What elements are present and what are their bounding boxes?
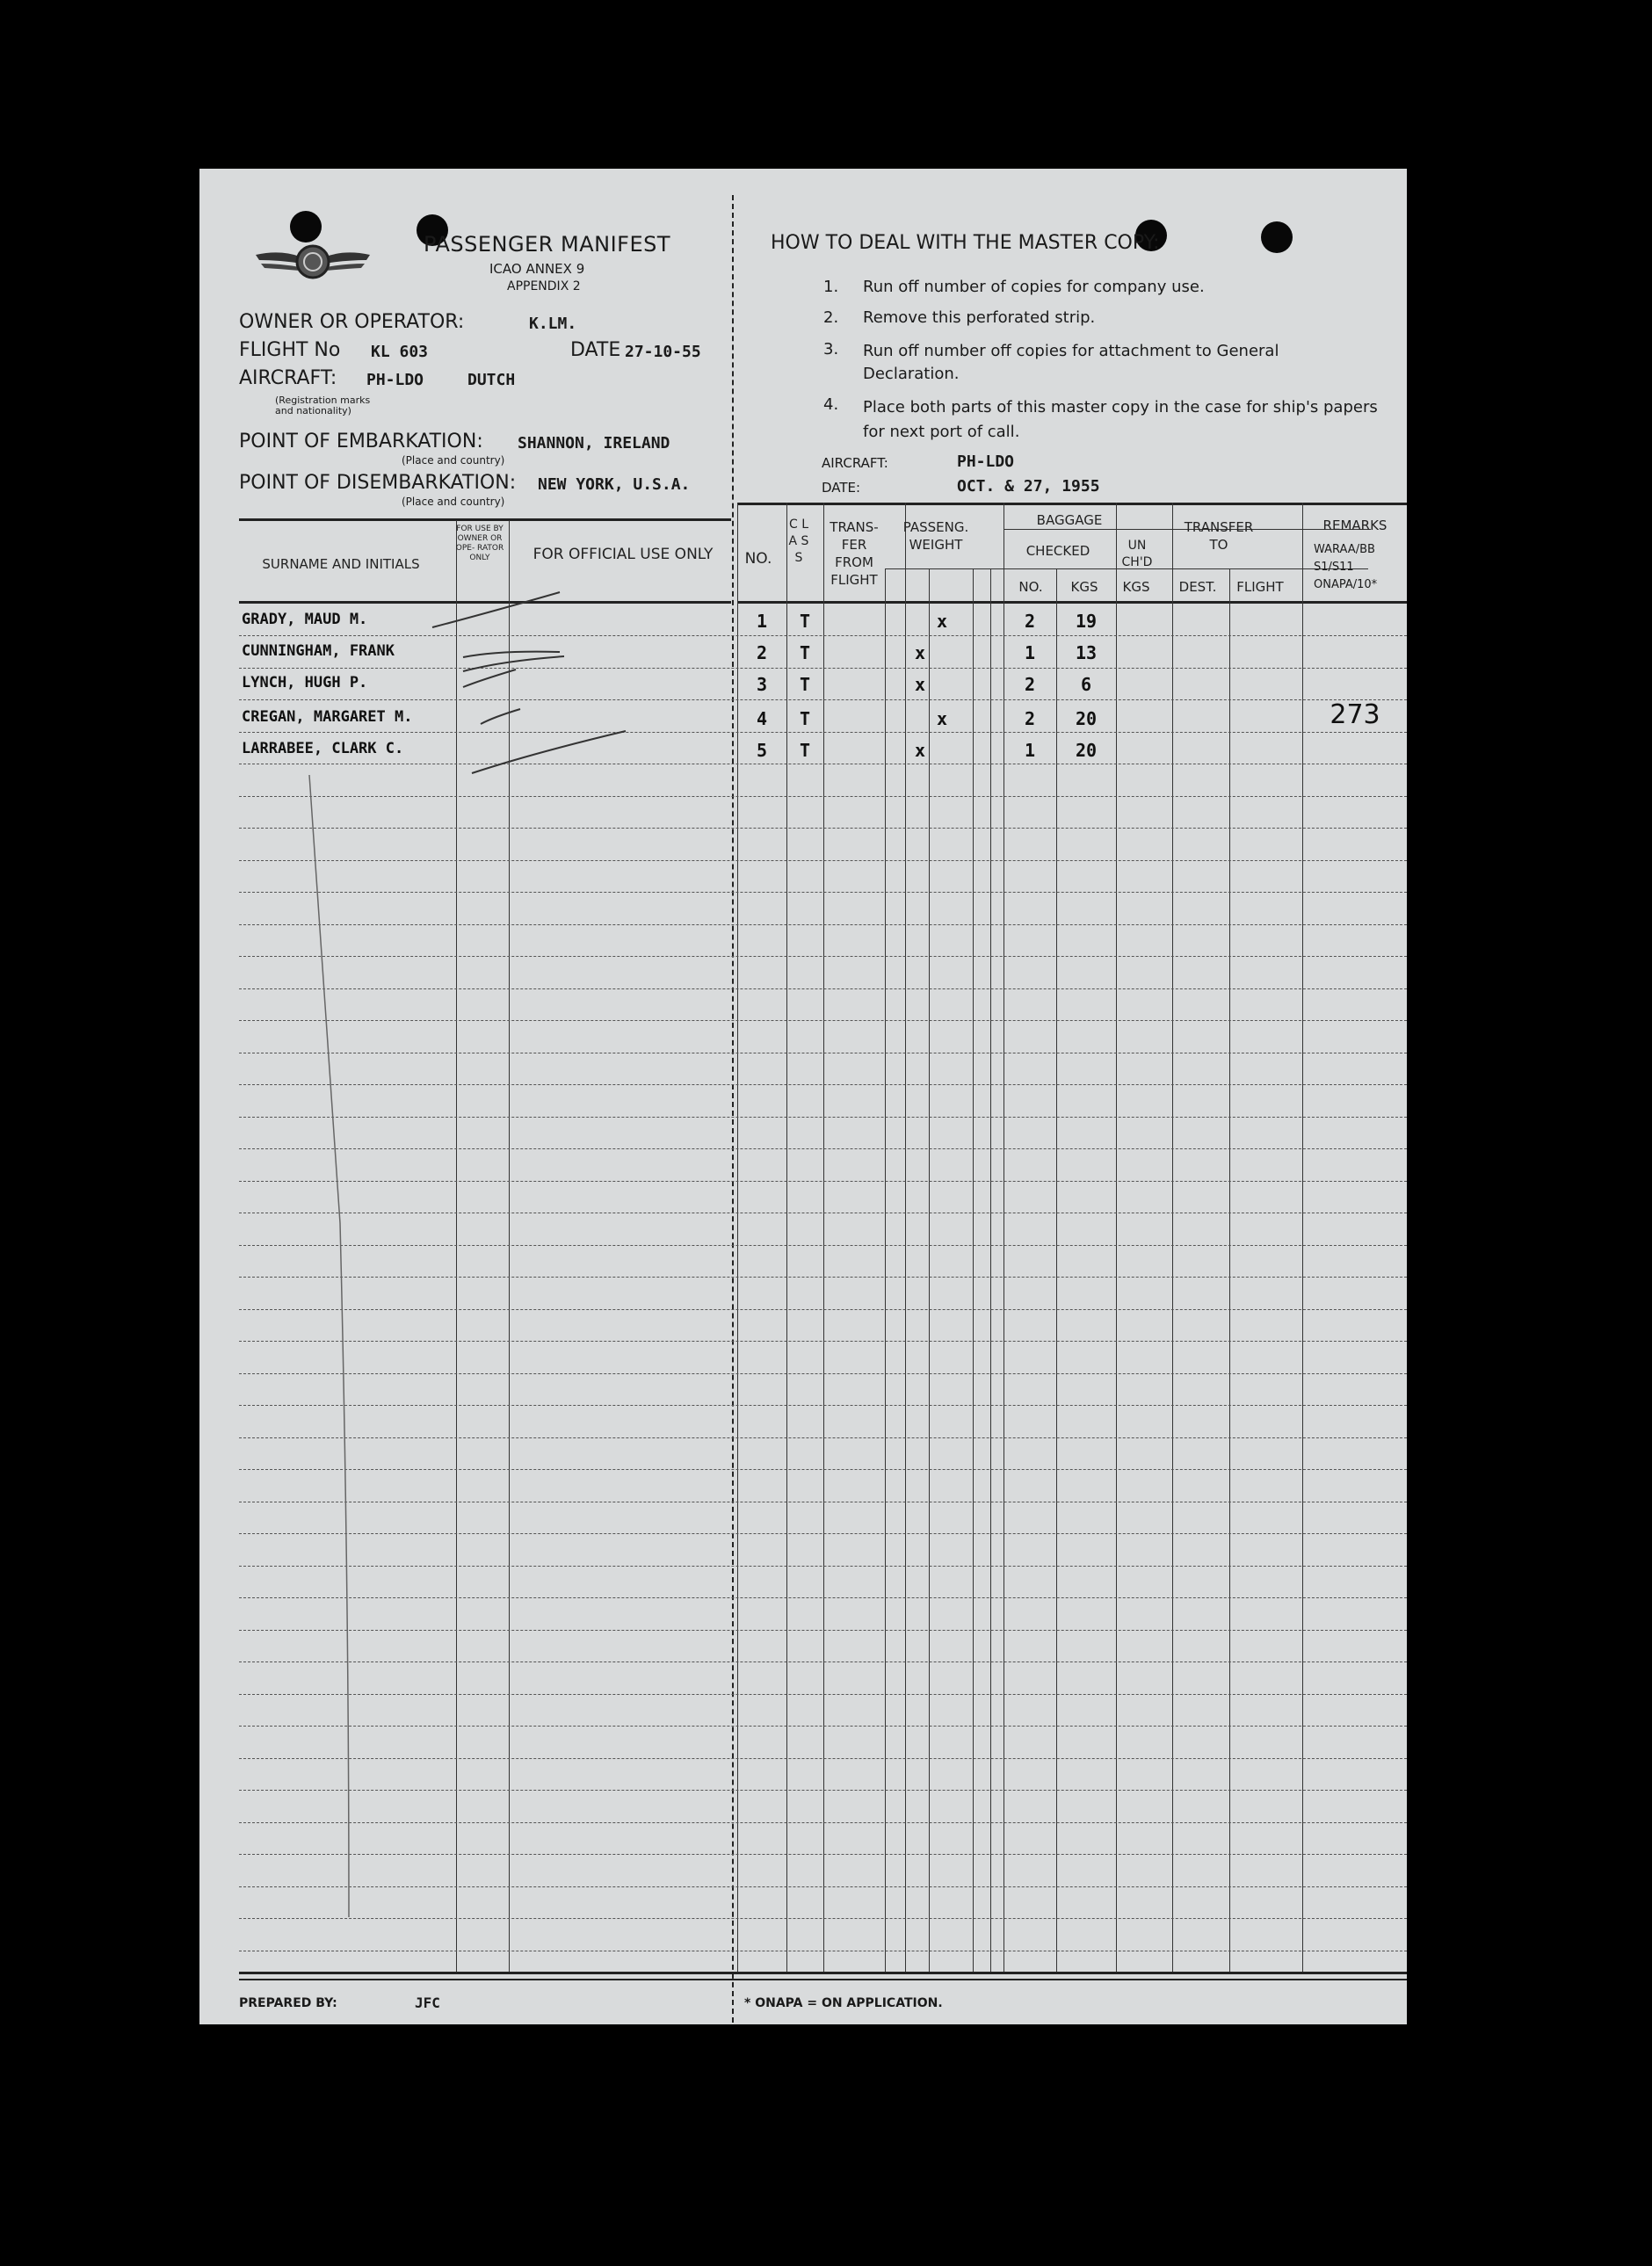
instruction-4-text: Place both parts of this master copy in the case for ship's papers for next port of call. — [863, 398, 1378, 441]
instruction-2-num: 2. — [823, 308, 839, 327]
baggage-count: 1 — [1024, 740, 1036, 761]
passenger-name: GRADY, MAUD M. — [242, 611, 368, 628]
flight-value: KL 603 — [371, 343, 429, 361]
aircraft-nationality: DUTCH — [467, 371, 516, 389]
header-class: C L A S S — [788, 518, 809, 565]
owner-label: OWNER OR OPERATOR: — [239, 311, 465, 333]
instructions-title: HOW TO DEAL WITH THE MASTER COPY: — [771, 232, 1160, 254]
remarks-value: 273 — [1330, 699, 1380, 730]
weight-mark: x — [936, 708, 948, 729]
aircraft-note: (Registration marks and nationality) — [275, 395, 371, 416]
header-no: NO. — [744, 550, 772, 568]
appendix-label: APPENDIX 2 — [507, 279, 581, 293]
aircraft-label: AIRCRAFT: — [239, 367, 337, 389]
passenger-number: 1 — [756, 611, 768, 632]
annex-label: ICAO ANNEX 9 — [489, 261, 585, 277]
header-official: FOR OFFICIAL USE ONLY — [533, 546, 714, 563]
weight-mark: x — [914, 674, 926, 695]
header-remarks: REMARKS — [1322, 518, 1388, 533]
passenger-class: T — [799, 674, 811, 695]
instr-aircraft-value: PH-LDO — [957, 452, 1015, 471]
instruction-4-num: 4. — [823, 395, 839, 414]
passenger-class: T — [799, 740, 811, 761]
prepared-label: PREPARED BY: — [239, 1996, 337, 2010]
header-surname: SURNAME AND INITIALS — [262, 556, 420, 572]
passenger-class: T — [799, 642, 811, 663]
header-baggage: BAGGAGE — [1036, 512, 1103, 528]
flight-label: FLIGHT No — [239, 339, 341, 361]
passenger-number: 4 — [756, 708, 768, 729]
header-flight: FLIGHT — [1236, 579, 1284, 595]
header-bag-kgs: KGS — [1070, 579, 1098, 595]
manifest-title: PASSENGER MANIFEST — [424, 232, 671, 257]
passenger-class: T — [799, 611, 811, 632]
passenger-number: 5 — [756, 740, 768, 761]
instruction-3-num: 3. — [823, 340, 839, 358]
disembark-label: POINT OF DISEMBARKATION: — [239, 472, 517, 494]
header-checked: CHECKED — [1025, 543, 1090, 559]
prepared-value: JFC — [415, 1995, 440, 2011]
baggage-count: 2 — [1024, 674, 1036, 695]
header-dest: DEST. — [1178, 579, 1217, 595]
aircraft-value: PH-LDO — [366, 371, 424, 389]
passenger-name: CUNNINGHAM, FRANK — [242, 642, 395, 660]
header-owner-use: FOR USE BY OWNER OR OPE- RATOR ONLY — [455, 525, 504, 562]
passenger-name: LYNCH, HUGH P. — [242, 674, 368, 691]
remarks-note: WARAA/BB S1/S11 ONAPA/10* — [1314, 543, 1378, 591]
disembark-value: NEW YORK, U.S.A. — [538, 475, 691, 494]
passenger-name: CREGAN, MARGARET M. — [242, 708, 413, 726]
embark-value: SHANNON, IRELAND — [518, 434, 670, 452]
disembark-note: (Place and country) — [402, 496, 505, 508]
embark-label: POINT OF EMBARKATION: — [239, 431, 483, 452]
baggage-count: 1 — [1024, 642, 1036, 663]
passenger-class: T — [799, 708, 811, 729]
header-transfer-to: TRANSFER TO — [1184, 519, 1254, 553]
manifest-page — [199, 169, 1407, 2024]
passenger-name: LARRABEE, CLARK C. — [242, 740, 404, 757]
baggage-kgs: 13 — [1075, 642, 1098, 663]
footnote: * ONAPA = ON APPLICATION. — [744, 1996, 943, 2010]
weight-mark: x — [914, 642, 926, 663]
instr-date-label: DATE: — [822, 480, 861, 496]
instruction-3-text: Run off number off copies for attachment to General Declaration. — [863, 342, 1279, 383]
header-bag-no: NO. — [1018, 579, 1043, 595]
pen-strokes — [199, 169, 1407, 2024]
date-label: DATE — [570, 339, 621, 361]
instr-aircraft-label: AIRCRAFT: — [822, 455, 888, 471]
instr-date-value: OCT. & 27, 1955 — [957, 477, 1100, 496]
header-transfer-from: TRANS- FER FROM FLIGHT — [830, 519, 879, 588]
weight-mark: x — [914, 740, 926, 761]
baggage-count: 2 — [1024, 611, 1036, 632]
header-weight: PASSENG. WEIGHT — [902, 519, 969, 553]
owner-value: K.LM. — [529, 315, 577, 333]
instruction-1-num: 1. — [823, 278, 839, 296]
embark-note: (Place and country) — [402, 454, 505, 467]
baggage-kgs: 20 — [1075, 708, 1098, 729]
date-value: 27-10-55 — [625, 343, 701, 361]
baggage-kgs: 6 — [1080, 674, 1092, 695]
instruction-2-text: Remove this perforated strip. — [863, 308, 1096, 327]
instruction-1-text: Run off number of copies for company use. — [863, 278, 1205, 296]
header-unchd-kgs: KGS — [1122, 579, 1150, 595]
weight-mark: x — [936, 611, 948, 632]
baggage-kgs: 19 — [1075, 611, 1098, 632]
baggage-kgs: 20 — [1075, 740, 1098, 761]
passenger-number: 2 — [756, 642, 768, 663]
passenger-number: 3 — [756, 674, 768, 695]
header-unchd: UN CH'D — [1121, 539, 1153, 569]
baggage-count: 2 — [1024, 708, 1036, 729]
